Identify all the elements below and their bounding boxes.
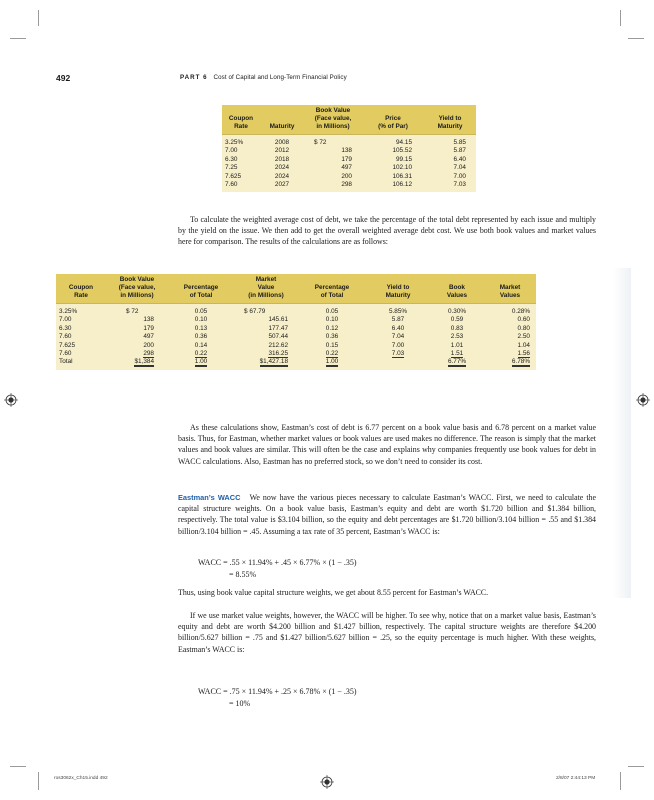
section-heading: Eastman’s WACC xyxy=(178,493,241,502)
crop-mark xyxy=(10,766,26,767)
cell: 3.25% xyxy=(222,135,260,148)
equation-book-wacc xyxy=(198,557,357,580)
equation-line: WACC = .55 × 11.94% + .45 × 6.77% × (1 − .35) xyxy=(198,558,357,567)
cell: 5.85% xyxy=(366,304,430,317)
cell: 1.56 xyxy=(517,350,530,358)
crop-mark xyxy=(628,766,644,767)
table-row xyxy=(222,156,476,164)
cell: 2012 xyxy=(260,147,304,155)
cell: 2.50 xyxy=(484,333,536,341)
cell: 7.25 xyxy=(222,164,260,172)
table-row xyxy=(56,316,536,324)
registration-mark-icon xyxy=(636,393,650,407)
equation-line: WACC = .75 × 11.94% + .25 × 6.78% × (1 − .35) xyxy=(198,687,357,696)
cell: 0.28% xyxy=(484,304,536,317)
cell: 177.47 xyxy=(234,325,298,333)
table-header-row xyxy=(222,105,476,135)
cell: 0.10 xyxy=(168,316,234,324)
body-paragraph: As these calculations show, Eastman’s cost of debt is 6.77 percent on a book value basis and 6.78 percent on a market value basis. Thus, for Eastman, whether market values or book values are used makes no difference. The reason is simply that the market values and book values are similar. This will often be the case and explains why companies frequently use book values for debt in WACC calculations. Also, Eastman has no preferred stock, so we don’t need to consider its cost. xyxy=(178,423,596,466)
table-row xyxy=(222,181,476,192)
cell: 1.01 xyxy=(430,342,484,350)
table-row xyxy=(222,173,476,181)
cell: 2.53 xyxy=(430,333,484,341)
page-number: 492 xyxy=(56,73,71,83)
cell: 316.25 xyxy=(268,350,288,358)
cell: 0.83 xyxy=(430,325,484,333)
col-header-book-value: Book Value (Face value, in Millions) xyxy=(106,274,168,304)
cell: 5.87 xyxy=(424,147,476,155)
cell: 0.05 xyxy=(298,304,366,317)
cell: 497 xyxy=(304,164,362,172)
cell: 138 xyxy=(106,316,168,324)
cell: 2008 xyxy=(260,135,304,148)
cell: 5.87 xyxy=(366,316,430,324)
cell: 7.60 xyxy=(222,181,260,192)
cell: 0.05 xyxy=(168,304,234,317)
cell: 7.04 xyxy=(424,164,476,172)
cell: 298 xyxy=(304,181,362,192)
col-header-yield: Yield to Maturity xyxy=(424,105,476,135)
col-header-price: Price (% of Par) xyxy=(362,105,424,135)
cell: 0.22 xyxy=(325,350,339,358)
crop-mark xyxy=(628,38,644,39)
page-edge-shade xyxy=(613,268,631,598)
part-title: Cost of Capital and Long-Term Financial Policy xyxy=(213,74,347,81)
cell: 0.80 xyxy=(484,325,536,333)
cell xyxy=(366,358,430,369)
equation-result: = 8.55% xyxy=(229,569,257,579)
cell: $1,384 xyxy=(134,358,154,366)
col-header-market-values: Market Values xyxy=(484,274,536,304)
cell: 507.44 xyxy=(234,333,298,341)
cell: 7.00 xyxy=(222,147,260,155)
cell: 6.78% xyxy=(511,358,530,366)
cell: $ 67.79 xyxy=(234,304,298,317)
cell: 0.36 xyxy=(298,333,366,341)
cell: 6.40 xyxy=(424,156,476,164)
cell: 2024 xyxy=(260,164,304,172)
col-header-market-value: Market Value (in Millions) xyxy=(234,274,298,304)
cell: 7.625 xyxy=(222,173,260,181)
cell: 7.00 xyxy=(56,316,106,324)
cell: 0.36 xyxy=(168,333,234,341)
cell: 179 xyxy=(106,325,168,333)
body-paragraph: Thus, using book value capital structure weights, we get about 8.55 percent for Eastman’s WACC. xyxy=(178,588,489,597)
cell: 179 xyxy=(304,156,362,164)
table-row xyxy=(56,333,536,341)
cell: 6.30 xyxy=(222,156,260,164)
body-paragraph: If we use market value weights, however, the WACC will be higher. To see why, notice that on a market value basis, Eastman’s equity and debt are worth $4.200 billion and $1.427 billion, respectively. The capital structure weights are therefore $4.200 billion/5.627 billion = .75 and $1.427 billion/5.627 billion = .25, so the equity percentage is much higher. With these weights, Eastman’s WACC is: xyxy=(178,611,596,654)
cell: 7.00 xyxy=(424,173,476,181)
cell: 138 xyxy=(304,147,362,155)
cell: 200 xyxy=(106,342,168,350)
cell: $ 72 xyxy=(304,135,362,148)
cell: 200 xyxy=(304,173,362,181)
cell: 94.15 xyxy=(362,135,424,148)
cell: 7.03 xyxy=(424,181,476,192)
equation-market-wacc xyxy=(198,686,357,709)
cell: $ 72 xyxy=(106,304,168,317)
col-header-book-percentage: Percentage of Total xyxy=(168,274,234,304)
cell: 0.15 xyxy=(298,342,366,350)
cell: 1.00 xyxy=(194,358,208,366)
cell: 7.03 xyxy=(391,350,405,358)
cell: 2024 xyxy=(260,173,304,181)
cell: 102.10 xyxy=(362,164,424,172)
cell: 7.625 xyxy=(56,342,106,350)
body-paragraph: To calculate the weighted average cost of debt, we take the percentage of the total debt represented by each issue and multiply by the yield on the issue. We then add to get the overall weighted average debt cost. We use both book values and market values here for comparison. The results of the calculations are as follows: xyxy=(178,215,596,247)
cell: 106.31 xyxy=(362,173,424,181)
table-total-row xyxy=(56,358,536,369)
cell: 0.22 xyxy=(194,350,208,358)
table-row xyxy=(222,135,476,148)
cell: $1,427.18 xyxy=(259,358,288,366)
cell: 3.25% xyxy=(56,304,106,317)
crop-mark xyxy=(38,10,39,26)
table-header-row xyxy=(56,274,536,304)
cell: 497 xyxy=(106,333,168,341)
cell: 298 xyxy=(143,350,154,358)
cell: 1.00 xyxy=(325,358,339,366)
cell: 212.62 xyxy=(234,342,298,350)
crop-mark xyxy=(10,38,26,39)
cell: 145.61 xyxy=(234,316,298,324)
footer-timestamp: 2/8/07 2:44:13 PM xyxy=(556,776,596,781)
table-row xyxy=(222,164,476,172)
table-row xyxy=(222,147,476,155)
cell: 7.00 xyxy=(366,342,430,350)
running-head xyxy=(180,74,347,81)
bond-issues-table xyxy=(222,105,476,192)
crop-mark xyxy=(38,772,39,790)
registration-mark-icon xyxy=(4,393,18,407)
cell: 0.59 xyxy=(430,316,484,324)
cell: 105.52 xyxy=(362,147,424,155)
cell: 0.10 xyxy=(298,316,366,324)
equation-result: = 10% xyxy=(229,698,251,708)
crop-mark xyxy=(620,772,621,790)
cell: Total xyxy=(56,358,106,369)
table-row xyxy=(56,325,536,333)
cell: 2027 xyxy=(260,181,304,192)
cell: 5.85 xyxy=(424,135,476,148)
cell: 0.14 xyxy=(168,342,234,350)
col-header-book-value: Book Value (Face value, in Millions) xyxy=(304,105,362,135)
cell: 6.77% xyxy=(447,358,467,366)
cell: 0.30% xyxy=(430,304,484,317)
cell: 0.13 xyxy=(168,325,234,333)
col-header-coupon-rate: Coupon Rate xyxy=(222,105,260,135)
cell: 1.04 xyxy=(484,342,536,350)
cell: 106.12 xyxy=(362,181,424,192)
cell: 0.60 xyxy=(484,316,536,324)
col-header-yield: Yield to Maturity xyxy=(366,274,430,304)
col-header-book-values: Book Values xyxy=(430,274,484,304)
col-header-market-percentage: Percentage of Total xyxy=(298,274,366,304)
table-row xyxy=(56,304,536,317)
table-row xyxy=(56,350,536,358)
cell: 0.12 xyxy=(298,325,366,333)
cell: 2018 xyxy=(260,156,304,164)
cell: 6.40 xyxy=(366,325,430,333)
cell: 7.04 xyxy=(366,333,430,341)
col-header-maturity: Maturity xyxy=(260,105,304,135)
cell: 7.60 xyxy=(56,333,106,341)
cell: 7.60 xyxy=(56,350,106,358)
debt-cost-table xyxy=(56,274,536,370)
registration-mark-icon xyxy=(320,775,334,789)
col-header-coupon-rate: Coupon Rate xyxy=(56,274,106,304)
table-row xyxy=(56,342,536,350)
cell: 1.51 xyxy=(450,350,464,358)
cell: 99.15 xyxy=(362,156,424,164)
part-label: PART 6 xyxy=(180,74,208,81)
crop-mark xyxy=(620,10,621,26)
section-paragraph: Eastman’s WACC We now have the various pieces necessary to calculate Eastman’s WACC. First, we need to calculate the capital structure weights. On a book value basis, Eastman’s equity and debt are worth $1.720 billion and $1.384 billion, respectively. The total value is $3.104 billion, so the equity and debt percentages are $1.720 billion/3.104 billion = .55 and $1.384 billion/3.104 billion = .45. Assuming a tax rate of 35 percent, Eastman’s WACC is: xyxy=(178,493,596,536)
cell: 6.30 xyxy=(56,325,106,333)
footer-file-slug: ros3062x_Ch15.indd 492 xyxy=(54,776,108,781)
